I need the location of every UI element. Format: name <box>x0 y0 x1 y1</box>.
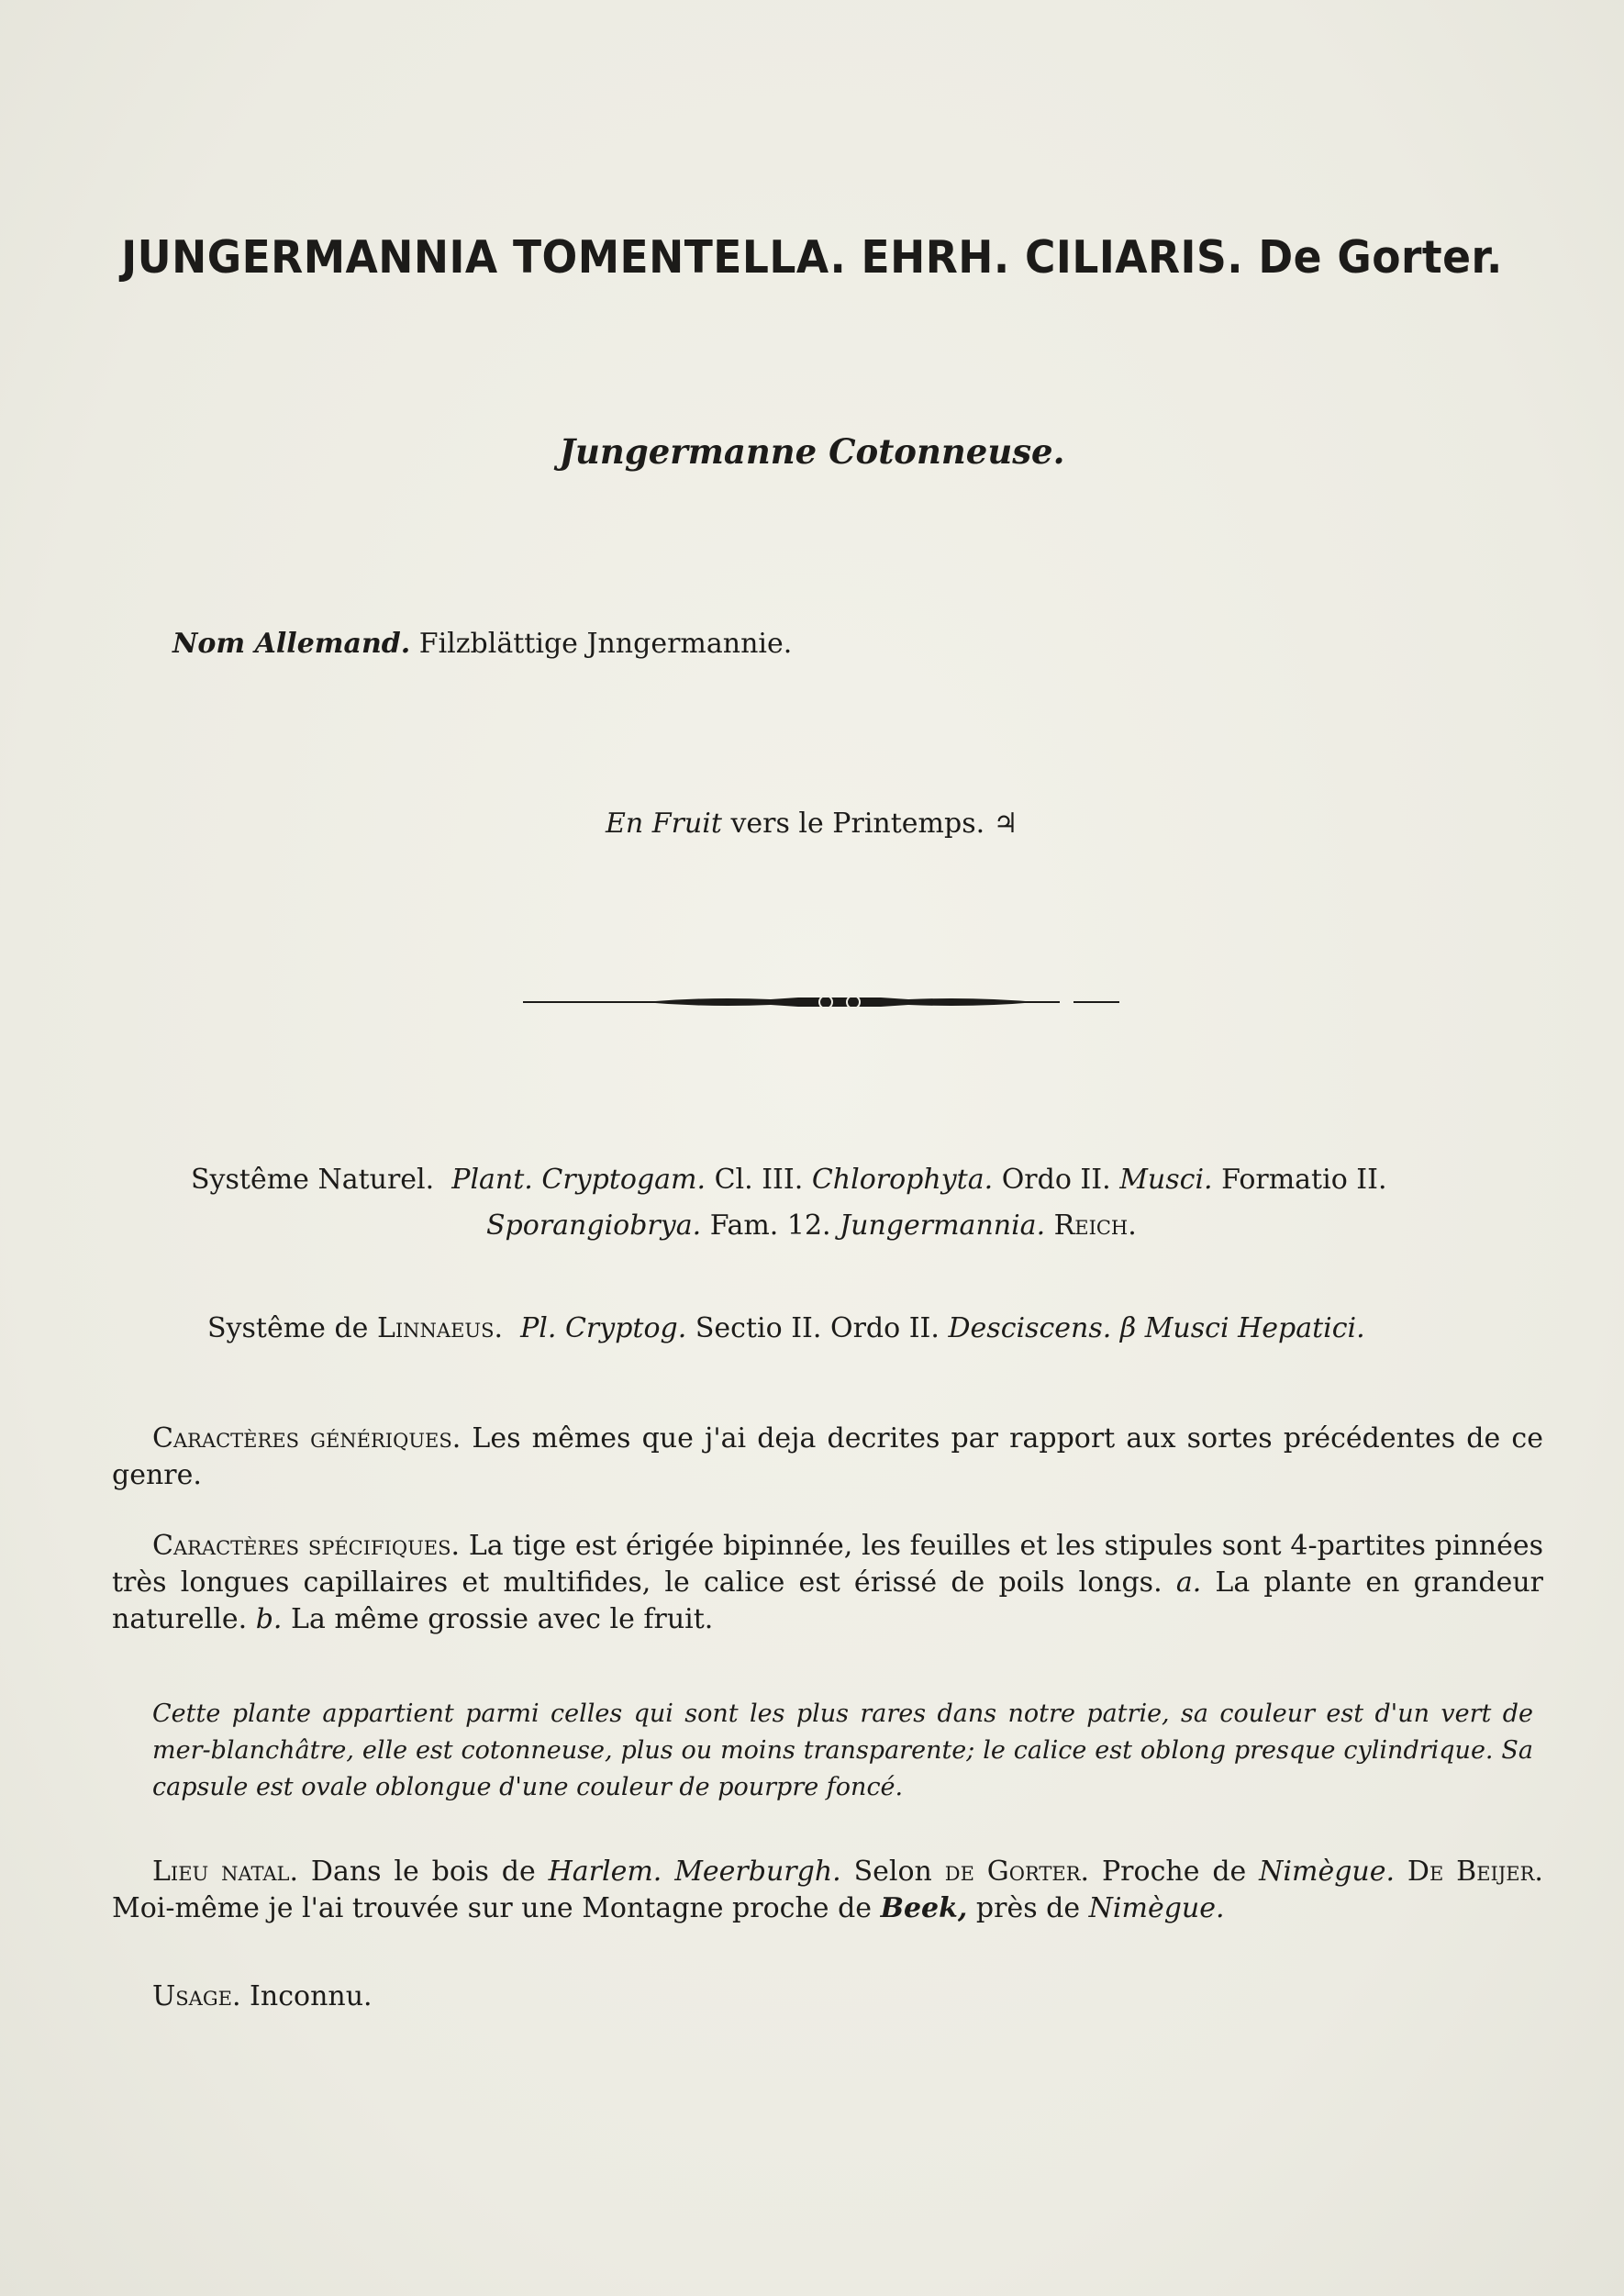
systeme-linnaeus <box>207 1312 1365 1344</box>
lieu-harlem: Harlem. Meerburgh. <box>548 1856 841 1888</box>
nom-label: Nom Allemand. <box>172 628 411 660</box>
lieu-t1: Dans le bois de <box>310 1856 536 1888</box>
systeme-naturel-line2 <box>486 1209 1137 1242</box>
fruit-label: En Fruit <box>606 808 722 840</box>
systeme-naturel-line1 <box>191 1164 1387 1196</box>
sn-ordo: Ordo II. <box>1001 1164 1111 1196</box>
sl-label: Systême de <box>207 1312 369 1344</box>
sn-plant: Plant. Cryptogam. <box>451 1164 706 1196</box>
ornament-divider <box>523 988 1129 1016</box>
page-title: JUNGERMANNIA TOMENTELLA. EHRH. CILIARIS. De Gorter. <box>121 231 1503 284</box>
sl-sectio: Sectio II. Ordo II. <box>695 1312 940 1344</box>
sl-desciscens: Desciscens. β Musci Hepatici. <box>948 1312 1365 1344</box>
lieu-t2: Selon <box>853 1856 932 1888</box>
lieu-natal <box>112 1854 1543 1927</box>
lieu-t3: Proche de <box>1101 1856 1247 1888</box>
caracteres-specifiques <box>112 1528 1543 1638</box>
subtitle: Jungermanne Cotonneuse. <box>559 431 1065 472</box>
gen-text: Les mêmes que j'ai deja decrites par rapport aux sortes précédentes de ce genre. <box>112 1422 1543 1491</box>
sn-class: Cl. III. <box>714 1164 804 1196</box>
sn-label: Systême Naturel. <box>191 1164 435 1196</box>
spec-a: a. <box>1175 1566 1202 1599</box>
sl-cryptog: Pl. Cryptog. <box>520 1312 687 1344</box>
sn-sporangio: Sporangiobrya. <box>486 1209 702 1242</box>
lieu-gorter: de Gorter. <box>944 1856 1090 1888</box>
description: Cette plante appartient parmi celles qui sont les plus rares dans notre patrie, sa couleur est d'un vert de mer-blanchâtre, elle est cotonneuse, plus ou moins transparente; le calice est oblong presque cylindrique. Sa capsule est ovale oblongue d'une couleur de pourpre foncé. <box>152 1700 1533 1801</box>
nom-value: Filzblättige Jnngermannie. <box>418 628 793 660</box>
spec-head: Caractères spécifiques. <box>152 1530 461 1562</box>
sn-fam: Fam. 12. <box>709 1209 831 1242</box>
sn-jungermannia: Jungermannia. <box>840 1209 1046 1242</box>
usage <box>152 1980 373 2012</box>
sl-name: Linnaeus. <box>376 1312 504 1344</box>
fruit-text: vers le Printemps. ♃ <box>730 808 1018 840</box>
sn-chloro: Chlorophyta. <box>811 1164 994 1196</box>
spec-b: b. <box>255 1603 283 1635</box>
lieu-nimegue2: Nimègue. <box>1088 1892 1225 1924</box>
lieu-beijer: De Beijer. <box>1407 1856 1543 1888</box>
usage-head: Usage. <box>152 1980 241 2012</box>
spec-text3: La même grossie avec le fruit. <box>291 1603 714 1635</box>
lieu-nimegue1: Nimègue. <box>1259 1856 1396 1888</box>
sn-musci: Musci. <box>1119 1164 1213 1196</box>
lieu-head: Lieu natal. <box>152 1856 299 1888</box>
lieu-t4: Moi-même je l'ai trouvée sur une Montagne proche de <box>112 1892 873 1924</box>
nom-allemand <box>172 628 792 660</box>
spec-text1: La tige est érigée bipinnée, les feuilles et les stipules sont 4-partites pinnées très longues capillaires et multifides, le calice est érissé de poils longs. <box>112 1530 1544 1599</box>
gen-head: Caractères génériques. <box>152 1422 462 1455</box>
usage-text: Inconnu. <box>250 1980 373 2012</box>
sn-reich: Reich. <box>1053 1209 1137 1242</box>
lieu-t5: près de <box>975 1892 1081 1924</box>
caracteres-generiques <box>112 1421 1543 1494</box>
lieu-beek: Beek, <box>880 1892 968 1924</box>
fruit-line <box>606 808 1018 840</box>
spec-text2: La plante en grandeur naturelle. <box>112 1566 1544 1635</box>
sn-formatio: Formatio II. <box>1221 1164 1387 1196</box>
